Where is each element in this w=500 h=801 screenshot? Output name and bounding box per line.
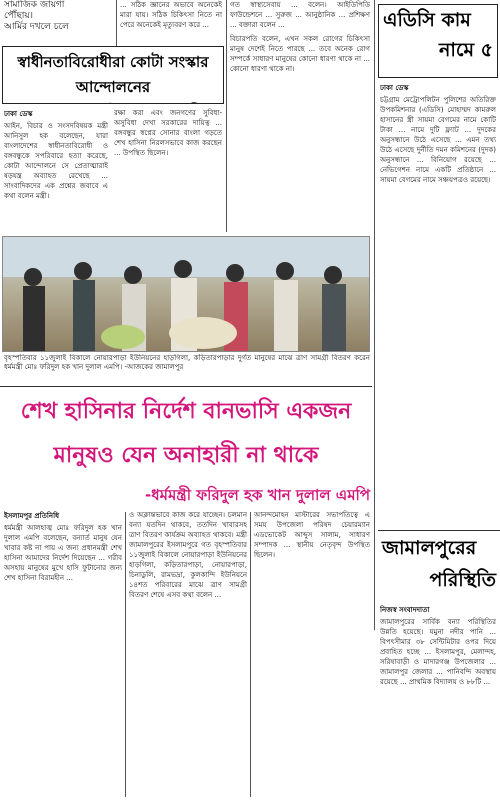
relief-distribution-photo	[2, 236, 370, 352]
edc-story-text: চট্টগ্রাম মেট্রোপলিটন পুলিশের অতিরিক্ত উপকমিশনার (এডিসি) মোহাম্মদ কামরুল হাসানের স্ত্রী সায়মা বেগমের নামে কোটি টাকা ... নামে দুটি ফ্ল্যাট ... দুদকের অনুসন্ধানে উঠে এসেছে ... এমন তথ্য উঠে এসেছে দুর্নীতি দমন কমিশনের (দুদক) অনুসন্ধানে ... বিনিয়োগ রয়েছে ... নেভিগেশন নামে একটি প্রতিষ্ঠানে ... সায়মা বেগমের নামে সঞ্চয়পত্রও রয়েছে।	[380, 96, 496, 184]
edc-headline-line-1: এডিসি কাম	[383, 9, 471, 31]
quota-story-text-2: রক্ষা করা এবং জনগণের সুবিধা-অসুবিধা দেখা সরকারের দায়িত্ব ... বঙ্গবন্ধুর স্বপ্নের সোনার বাংলা গড়তে শেখ হাসিনা নিরলসভাবে কাজ করছেন ... উপস্থিত ছিলেন।	[114, 109, 222, 157]
quota-story-col-2	[114, 108, 222, 232]
column-divider	[125, 512, 126, 797]
main-story-text-2: ও অক্লান্তভাবে কাজ করে যাচ্ছেন। চলমান বন্যা যতদিন থাকবে, ততদিন খাবারসহ ত্রাণ বিতরণ কার্যক্রম অব্যাহত থাকবে। মন্ত্রী জামালপুরের ইসলামপুরে গত বৃহস্পতিবার ১১জুলাই বিকালে নোয়ারপাড়া ইউনিয়নের হাড়গিলা, কড়িতারপাড়া, নোয়ারপাড়া, চিনাডুলি, রামভদ্রা, কুলকান্দি ইউনিয়নে ১৪শত পরিবারের মাঝে ত্রাণ সামগ্রী বিতরণ শেষে এসব কথা বলেন ...	[129, 511, 247, 599]
main-story-col-2	[129, 510, 247, 801]
jamalpur-story	[380, 604, 496, 801]
top-middle-column	[120, 0, 222, 46]
top-left-line-2: পৌঁছায়।	[4, 11, 33, 21]
health-story	[230, 0, 370, 232]
health-story-intro: গত স্বাস্থ্যসেবায় ... বলেন। আইডিপিডি ফাউন্ডেশনে ... সুরুজ ... আনুষ্ঠানিক ... প্রশিক্ষণ ... বক্তারা বলেন ...	[230, 1, 370, 29]
jamalpur-headline-box	[378, 532, 500, 602]
main-story-text-3: আনন্দমোহন মাস্টারের সভাপতিত্বে এ সময় উপজেলা পরিষদ চেয়ারম্যান এডভোকেট আব্দুস সালাম, সাধারণ সম্পাদক ... স্থানীয় নেতৃবৃন্দ উপস্থিত ছিলেন।	[254, 511, 370, 559]
quota-story-col-1	[4, 108, 108, 232]
jamalpur-story-text: জামালপুরের সার্বিক বন্যা পরিস্থিতির উন্নতি হয়েছে। যমুনা নদীর পানি ... বিপৎসীমার ৩৮ সেন্টিমিটার ওপর দিয়ে প্রবাহিত হচ্ছে ... ইসলামপুর, মেলান্দহ, সরিষাবাড়ী ও মাদারগঞ্জ উপজেলার ... জামালপুর জেলার ... পানিবন্দি অবস্থায় রয়েছে ... প্রাথমিক বিদ্যালয় ও ৮৮টি ...	[380, 618, 496, 686]
main-byline: -ধর্মমন্ত্রী ফরিদুল হক খান দুলাল এমপি	[145, 486, 370, 504]
main-story-text-1: ধর্মমন্ত্রী আলহাজ্ব মোঃ ফরিদুল হক খান দুলাল এমপি বলেছেন, বন্যার্ত মানুষ যেন খাবার কষ্ট না পায় এ জন্য প্রধানমন্ত্রী শেখ হাসিনা আমাদের নির্দেশ দিয়েছেন ... গরীব অসহায় মানুষের মুখে হাসি ফুটানোর জন্য শেখ হাসিনা বিরামহীন ...	[4, 524, 122, 582]
main-story-col-3	[254, 510, 370, 801]
top-middle-text: ... সঠিক জ্ঞানের অভাবে অনেকেই মারা যায়। সঠিক চিকিৎসা নিতে না পেরে অনেকেই মৃত্যুবরণ করে ...	[120, 1, 222, 29]
quota-headline-line-2	[3, 100, 223, 104]
main-headline-line-2: মানুষও যেন অনাহারী না থাকে	[53, 443, 319, 468]
quota-headline-line-1: স্বাধীনতাবিরোধীরা কোটা সংস্কার আন্দোলনের	[17, 53, 209, 96]
main-headline-line-1: শেখ হাসিনার নির্দেশ বানভাসি একজন	[20, 399, 352, 424]
top-left-column	[4, 0, 112, 46]
main-story-col-1	[4, 510, 122, 801]
quota-headline-box	[2, 46, 224, 104]
main-dateline: ইসলামপুর প্রতিনিধি	[4, 512, 60, 520]
quota-story-text-1: আইন, বিচার ও সংসদবিষয়ক মন্ত্রী আনিসুল হক বলেছেন, যারা বাংলাদেশের স্বাধীনতাবিরোধী ও বঙ্গবন্ধুকে সপরিবারে হত্যা করেছে, কোটা আন্দোলনে সে প্রেতাত্মারাই ষড়যন্ত্র অব্যাহত রেখেছে ... সাংবাদিকদের এক প্রশ্নের জবাবে এ কথা বলেন মন্ত্রী।	[4, 122, 108, 200]
jamalpur-headline-line-2: পরিস্থিতি	[429, 569, 496, 591]
jamalpur-headline-line-1: জামালপুরের	[382, 537, 477, 559]
column-divider	[374, 0, 375, 630]
jamalpur-dateline: নিজস্ব সংবাদদাতা	[380, 606, 430, 614]
section-divider	[0, 386, 372, 387]
column-divider	[116, 0, 117, 46]
top-left-line-1: সামাজিক জায়গা	[4, 0, 65, 10]
edc-headline-line-2: নামে ৫	[439, 39, 493, 61]
edc-dateline: ঢাকা ডেস্ক	[380, 84, 409, 92]
edc-headline-box	[378, 4, 498, 78]
edc-story	[380, 82, 496, 522]
quota-dateline: ঢাকা ডেস্ক	[4, 110, 33, 118]
health-story-text: বিচারপতি বলেন, এখন সকল রোগের চিকিৎসা মানুষ দেশেই নিতে পারছে ... তবে অনেক রোগ সম্পর্কে সাধারণ মানুষের কোনো ধারণা থাকে না ... কোনো ধারণা থাকে না।	[230, 35, 370, 73]
column-divider	[226, 0, 227, 232]
top-left-line-3: আর্মির দখলে চলে	[4, 22, 69, 32]
section-divider	[378, 530, 500, 531]
photo-caption: বৃহস্পতিবার ১১জুলাই বিকালে নোয়ারপাড়া ইউনিয়নের হাড়গিলা, কড়িতারপাড়ার দুর্গত মানুষের মাঝে ত্রাণ সামগ্রী বিতরণ করেন ধর্মমন্ত্রী মোঃ ফরিদুল হক খান দুলাল এমপি। -আজকের জামালপুর	[4, 354, 370, 371]
column-divider	[250, 512, 251, 797]
crowd-illustration	[3, 237, 370, 352]
